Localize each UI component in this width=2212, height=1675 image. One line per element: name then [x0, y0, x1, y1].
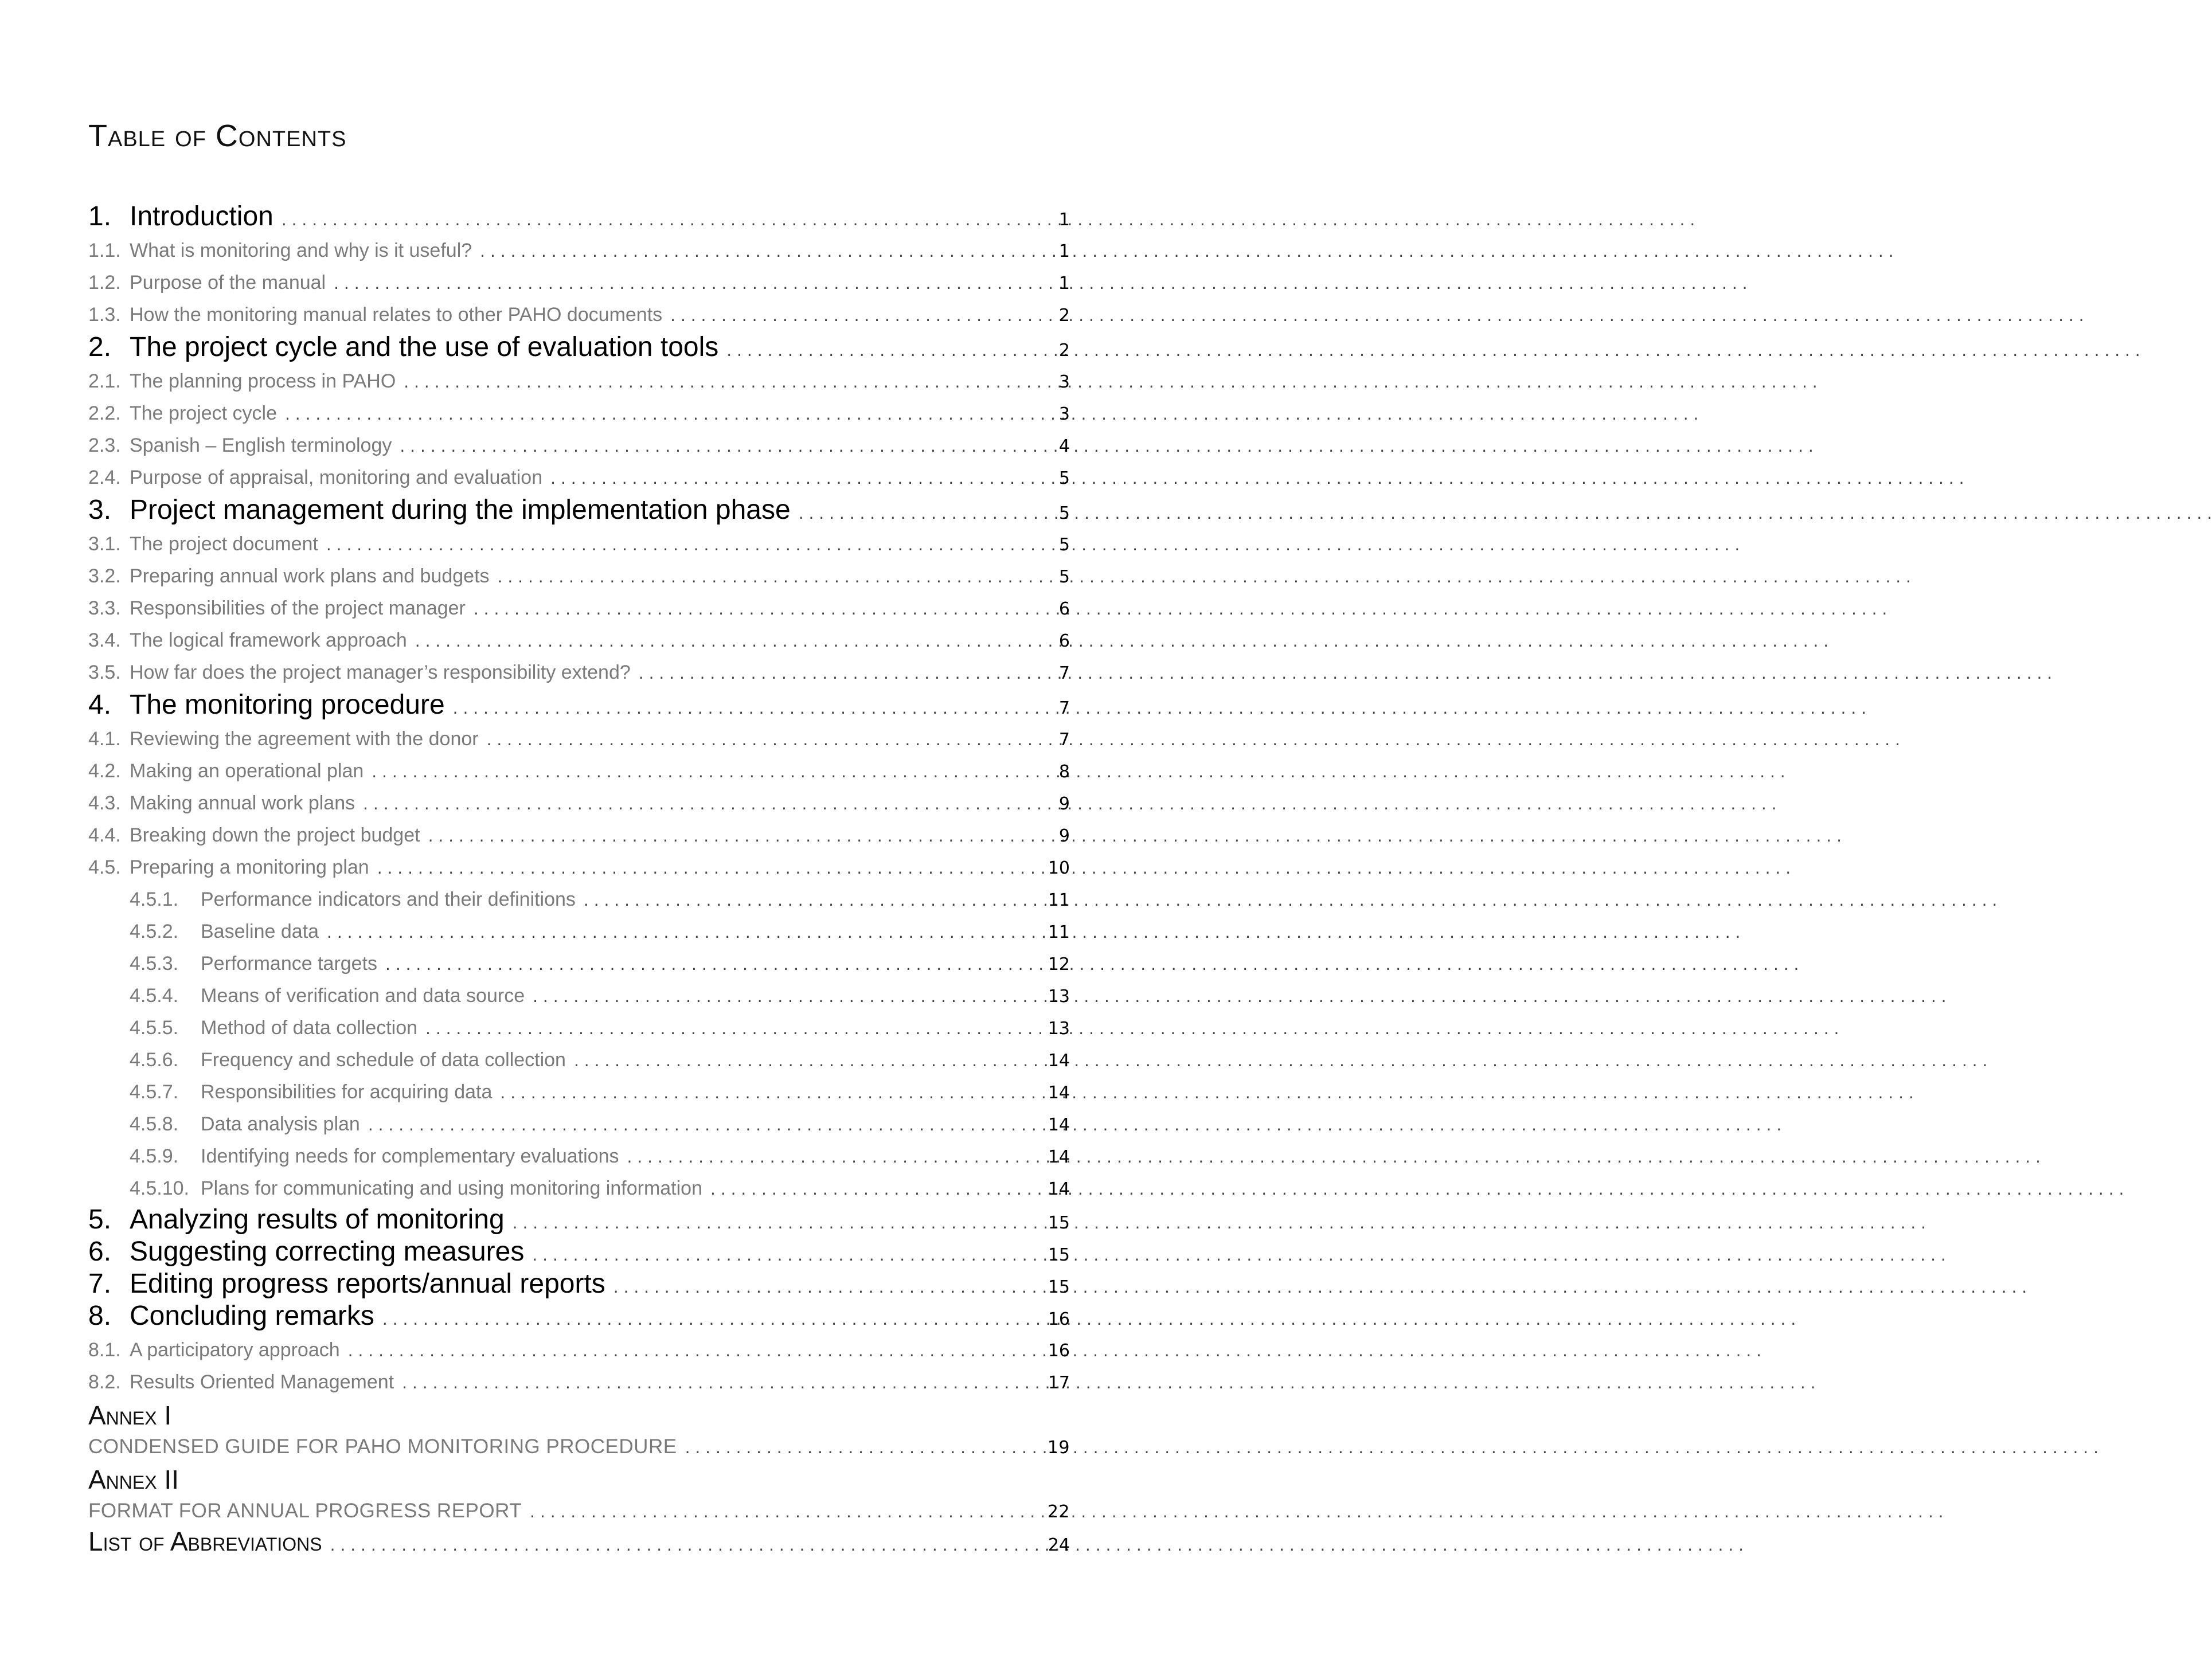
toc-entry-number: 3.	[88, 495, 112, 525]
toc-entry-level3[interactable]	[130, 1017, 1070, 1039]
toc-entry-number: 4.3.	[88, 792, 121, 814]
toc-entry-label: Identifying needs for complementary evaluations	[201, 1145, 619, 1167]
toc-entry-level1[interactable]	[88, 201, 1070, 232]
toc-entry-label: Concluding remarks	[130, 1301, 374, 1331]
annex-heading[interactable]: Annex II	[88, 1465, 179, 1494]
dot-leader	[670, 306, 1058, 325]
dot-leader	[584, 891, 1047, 910]
toc-entry-label: Results Oriented Management	[130, 1371, 394, 1393]
toc-entry-number: 4.5.1.	[130, 889, 179, 910]
dot-leader	[327, 923, 1047, 942]
table-of-contents	[88, 0, 1070, 1675]
toc-page-number: 7	[1058, 698, 1070, 718]
toc-page-number: 11	[1048, 922, 1070, 942]
toc-entry-number: 1.	[88, 201, 112, 232]
toc-page-number: 15	[1048, 1245, 1070, 1265]
toc-page-number: 13	[1048, 987, 1070, 1007]
toc-entry-number: 1.2.	[88, 272, 121, 293]
toc-page-number: 14	[1048, 1147, 1070, 1167]
toc-entry-number: 8.2.	[88, 1371, 121, 1393]
toc-entry-label: Responsibilities for acquiring data	[201, 1081, 493, 1103]
toc-entry-level2[interactable]	[88, 662, 1070, 684]
toc-entry-number: 3.1.	[88, 533, 121, 555]
toc-entry-label: The project document	[130, 533, 318, 555]
toc-entry-number: 7.	[88, 1269, 112, 1299]
toc-entry-number: 1.1.	[88, 240, 121, 261]
toc-entry-level2[interactable]	[88, 467, 1070, 489]
toc-entry-label: Baseline data	[201, 921, 319, 942]
dot-leader	[627, 1148, 1047, 1167]
toc-entry-label: Breaking down the project budget	[130, 824, 420, 846]
toc-entry-label: How far does the project manager’s responsibility extend?	[130, 662, 631, 683]
toc-entry-number: 4.5.7.	[130, 1081, 179, 1103]
toc-entry-number: 8.	[88, 1301, 112, 1331]
toc-entry-number: 4.2.	[88, 760, 121, 782]
toc-entry-level2[interactable]	[88, 792, 1070, 815]
toc-page-number: 14	[1048, 1115, 1070, 1135]
toc-entry-level2[interactable]	[88, 533, 1070, 555]
toc-entry-level2[interactable]	[88, 565, 1070, 588]
toc-entry-label: Suggesting correcting measures	[130, 1236, 525, 1267]
toc-page-number: 1	[1058, 241, 1070, 261]
toc-page-number: 14	[1048, 1051, 1070, 1071]
toc-page-number: 19	[1047, 1438, 1070, 1458]
toc-page-number: 5	[1058, 535, 1070, 555]
dot-leader	[428, 827, 1058, 846]
toc-entry-level2[interactable]	[88, 856, 1070, 879]
toc-entry-label: The project cycle	[130, 402, 277, 424]
toc-page-number: 22	[1047, 1502, 1070, 1522]
toc-entry-level2[interactable]	[88, 1339, 1070, 1361]
toc-entry-label: A participatory approach	[130, 1339, 340, 1361]
toc-entry-level2[interactable]	[88, 402, 1070, 425]
toc-entry-label: Introduction	[130, 201, 273, 232]
dot-leader	[404, 373, 1058, 392]
dot-leader	[530, 1502, 1046, 1521]
toc-entry-number: 3.3.	[88, 597, 121, 619]
toc-page-number: 14	[1048, 1179, 1070, 1199]
toc-page-number: 11	[1048, 890, 1070, 910]
toc-entry-label: Preparing annual work plans and budgets	[130, 565, 490, 587]
toc-entry-label: Means of verification and data source	[201, 985, 525, 1007]
toc-page-number: 24	[1048, 1535, 1070, 1555]
dot-leader	[425, 1019, 1047, 1038]
dot-leader	[415, 632, 1058, 651]
toc-entry-level2[interactable]	[88, 240, 1070, 262]
toc-page-number: 9	[1058, 826, 1070, 846]
toc-entry-level1[interactable]	[88, 1268, 1070, 1300]
toc-entry-label: Responsibilities of the project manager	[130, 597, 466, 619]
toc-entry-number: 4.5.3.	[130, 953, 179, 975]
toc-entry-level3[interactable]	[130, 889, 1070, 911]
toc-page-number: 7	[1058, 663, 1070, 683]
dot-leader	[474, 600, 1058, 619]
toc-entry-label: The project cycle and the use of evaluation tools	[130, 332, 719, 362]
dot-leader	[685, 1438, 1046, 1457]
toc-page-number: 13	[1048, 1019, 1070, 1039]
toc-page-number: 5	[1058, 468, 1070, 488]
dot-leader	[348, 1341, 1047, 1360]
toc-page-number: 12	[1048, 954, 1070, 975]
toc-entry-number: 3.5.	[88, 662, 121, 683]
toc-entry-number: 8.1.	[88, 1339, 121, 1361]
toc-entry-level2[interactable]	[88, 370, 1070, 393]
toc-entry-number: 3.2.	[88, 565, 121, 587]
toc-page-number: 5	[1058, 567, 1070, 587]
toc-entry-level3[interactable]	[130, 953, 1070, 975]
toc-page-number: 14	[1048, 1083, 1070, 1103]
toc-entry-label: Making annual work plans	[130, 792, 355, 814]
toc-entry-level1[interactable]	[88, 1300, 1070, 1332]
toc-entry-number: 4.5.5.	[130, 1017, 179, 1039]
toc-entry-label: Editing progress reports/annual reports	[130, 1269, 605, 1299]
toc-page-number: 6	[1058, 631, 1070, 651]
dot-leader	[382, 1310, 1047, 1329]
annex-subtitle-entry[interactable]	[88, 1435, 1070, 1458]
toc-page-number: 2	[1058, 306, 1070, 326]
toc-entry-level3[interactable]	[130, 1081, 1070, 1103]
toc-page-number: 5	[1058, 503, 1070, 523]
toc-entry-level2[interactable]	[88, 304, 1070, 326]
toc-entry-number: 5.	[88, 1204, 112, 1235]
toc-entry-level3[interactable]	[130, 1177, 1070, 1200]
toc-entry-label: Plans for communicating and using monitoring information	[201, 1177, 703, 1199]
toc-entry-number: 4.5.10.	[130, 1177, 189, 1199]
toc-entry-level3[interactable]	[130, 921, 1070, 943]
toc-entry-number: 2.3.	[88, 435, 121, 456]
dot-leader	[368, 1116, 1047, 1134]
toc-page-number: 2	[1058, 341, 1070, 361]
toc-entry-number: 4.5.2.	[130, 921, 179, 942]
dot-leader	[377, 859, 1047, 878]
dot-leader	[400, 437, 1058, 456]
toc-entry-number: 2.1.	[88, 370, 121, 392]
dot-leader	[550, 469, 1058, 488]
toc-entry-level2[interactable]	[88, 435, 1070, 457]
toc-entry-level3[interactable]	[130, 1049, 1070, 1071]
toc-entry-number: 4.	[88, 690, 112, 720]
toc-page-number: 15	[1048, 1277, 1070, 1297]
dot-leader	[532, 1246, 1046, 1265]
toc-entry-number: 2.2.	[88, 402, 121, 424]
toc-entry-number: 3.4.	[88, 629, 121, 651]
dot-leader	[613, 1278, 1047, 1297]
dot-leader	[480, 242, 1058, 261]
toc-entry-number: 6.	[88, 1236, 112, 1267]
toc-page-number: 7	[1058, 730, 1070, 750]
toc-page-number: 16	[1048, 1309, 1070, 1329]
toc-entry-level3[interactable]	[130, 985, 1070, 1007]
toc-entry-label: Frequency and schedule of data collection	[201, 1049, 566, 1071]
toc-entry-label: Data analysis plan	[201, 1113, 360, 1135]
toc-page-number: 17	[1048, 1373, 1070, 1393]
toc-entry-label: Project management during the implementation phase	[130, 495, 791, 525]
dot-leader	[330, 1536, 1047, 1555]
toc-page-number: 15	[1048, 1213, 1070, 1233]
dot-leader	[639, 664, 1058, 683]
toc-entry-number: 4.5.8.	[130, 1113, 179, 1135]
toc-entry-label: Purpose of the manual	[130, 272, 326, 293]
toc-entry-number: 4.1.	[88, 728, 121, 750]
toc-page-number: 3	[1058, 372, 1070, 392]
toc-entry-label: The logical framework approach	[130, 629, 407, 651]
toc-entry-level1[interactable]	[88, 494, 1070, 526]
dot-leader	[574, 1051, 1047, 1070]
page-title: Table of Contents	[88, 119, 347, 153]
dot-leader	[513, 1214, 1047, 1232]
dot-leader	[282, 210, 1058, 229]
dot-leader	[363, 795, 1058, 813]
dot-leader	[334, 274, 1058, 293]
toc-entry-label: Preparing a monitoring plan	[130, 856, 369, 878]
dot-leader	[487, 730, 1058, 749]
toc-entry-label: Performance indicators and their definitions	[201, 889, 576, 910]
toc-entry-number: 1.3.	[88, 304, 121, 326]
toc-entry-level1[interactable]	[88, 1236, 1070, 1267]
toc-page-number: 4	[1058, 436, 1070, 456]
toc-entry-number: 4.5.9.	[130, 1145, 179, 1167]
toc-entry-level3[interactable]	[130, 1113, 1070, 1136]
toc-entry-level2[interactable]	[88, 1371, 1070, 1394]
dot-leader	[500, 1083, 1046, 1102]
toc-entry-number: 4.4.	[88, 824, 121, 846]
toc-entry-label: Purpose of appraisal, monitoring and evaluation	[130, 467, 543, 488]
toc-entry-number: 4.5.4.	[130, 985, 179, 1007]
dot-leader	[385, 955, 1047, 974]
toc-page-number: 9	[1058, 794, 1070, 814]
toc-entry-level2[interactable]	[88, 760, 1070, 782]
toc-entry-number: 2.4.	[88, 467, 121, 488]
toc-entry-label: The monitoring procedure	[130, 690, 445, 720]
toc-entry-label: Method of data collection	[201, 1017, 418, 1039]
dot-leader	[726, 341, 1058, 360]
dot-leader	[453, 699, 1058, 718]
annex-heading[interactable]: Annex I	[88, 1400, 172, 1430]
toc-page-number: 3	[1058, 404, 1070, 424]
toc-entry-level2[interactable]	[88, 728, 1070, 750]
toc-entry-number: 4.5.	[88, 856, 121, 878]
toc-entry-label: What is monitoring and why is it useful?	[130, 240, 472, 261]
toc-entry-level2[interactable]	[88, 272, 1070, 294]
dot-leader	[326, 535, 1058, 554]
toc-entry-label: Making an operational plan	[130, 760, 364, 782]
toc-entry-label: How the monitoring manual relates to other PAHO documents	[130, 304, 663, 326]
toc-entry-label: List of Abbreviations	[88, 1527, 322, 1556]
toc-entry-level1[interactable]	[88, 689, 1070, 721]
toc-entry-label: Performance targets	[201, 953, 378, 975]
dot-leader	[285, 405, 1058, 424]
dot-leader	[533, 987, 1047, 1006]
toc-entry-label: CONDENSED GUIDE FOR PAHO MONITORING PROCEDURE	[88, 1435, 677, 1458]
toc-entry-level2[interactable]	[88, 824, 1070, 847]
toc-entry-label: FORMAT FOR ANNUAL PROGRESS REPORT	[88, 1500, 522, 1522]
dot-leader	[799, 504, 1058, 523]
toc-page-number: 16	[1048, 1341, 1070, 1361]
toc-entry-level3[interactable]	[130, 1145, 1070, 1168]
toc-page-number: 6	[1058, 599, 1070, 619]
toc-entry-level1[interactable]	[88, 331, 1070, 363]
toc-entry-level1[interactable]	[88, 1204, 1070, 1235]
toc-page-number: 1	[1058, 273, 1070, 293]
toc-page-number: 8	[1058, 762, 1070, 782]
dot-leader	[498, 568, 1058, 586]
toc-entry-number: 2.	[88, 332, 112, 362]
toc-entry-label: Spanish – English terminology	[130, 435, 392, 456]
toc-page-number: 10	[1048, 858, 1070, 878]
toc-entry-label: Analyzing results of monitoring	[130, 1204, 505, 1235]
toc-entry-level2[interactable]	[88, 629, 1070, 652]
toc-page-number: 1	[1058, 210, 1070, 230]
dot-leader	[710, 1180, 1047, 1199]
toc-entry-label: Reviewing the agreement with the donor	[130, 728, 479, 750]
annex-subtitle-entry[interactable]	[88, 1500, 1070, 1523]
dot-leader	[402, 1373, 1047, 1392]
toc-entry-level2[interactable]	[88, 597, 1070, 620]
toc-entry-label: The planning process in PAHO	[130, 370, 396, 392]
toc-entry-number: 4.5.6.	[130, 1049, 179, 1071]
dot-leader	[372, 762, 1058, 781]
list-of-abbreviations-entry[interactable]	[88, 1526, 1070, 1557]
